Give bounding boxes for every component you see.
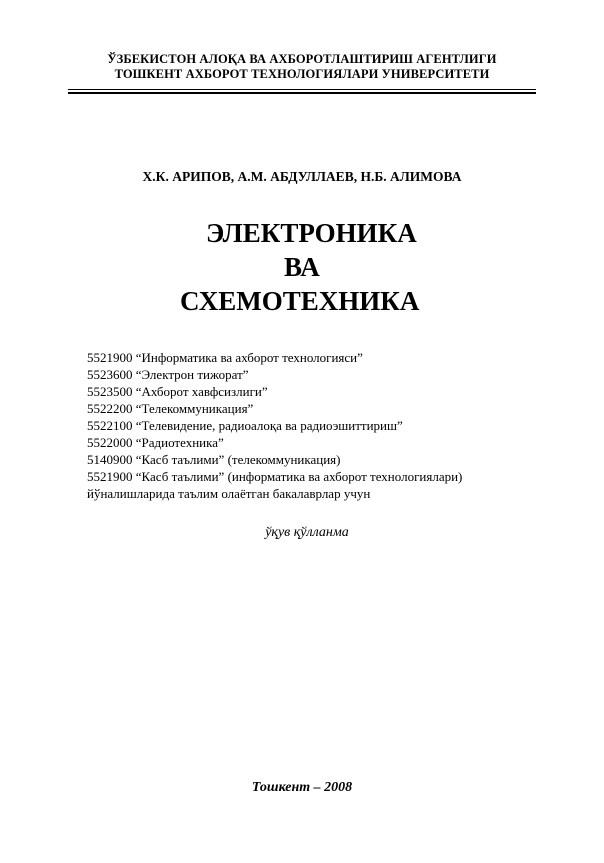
place-year: Тошкент – 2008 — [251, 780, 353, 795]
university-name: ТОШКЕНТ АХБОРОТ ТЕХНОЛОГИЯЛАРИ УНИВЕРСИТЕТИ — [114, 67, 490, 81]
institution-header — [0, 52, 604, 82]
agency-name: ЎЗБЕКИСТОН АЛОҚА ВА АХБОРОТЛАШТИРИШ АГЕНТЛИГИ — [107, 52, 497, 66]
program-item: 5523500 “Ахборот хавфсизлиги” — [87, 384, 268, 399]
authors: Х.К. АРИПОВ, А.М. АБДУЛЛАЕВ, Н.Б. АЛИМОВА — [142, 169, 462, 184]
header-rule-thick — [68, 92, 536, 94]
title-circuitry: СХЕМОТЕХНИКА — [180, 286, 420, 316]
program-item: 5140900 “Касб таълими” (телекоммуникация) — [87, 452, 341, 467]
program-item: 5522200 “Телекоммуникация” — [87, 401, 254, 416]
title-and: ВА — [284, 252, 320, 282]
program-item: 5523600 “Электрон тижорат” — [87, 367, 249, 382]
audience-line: йўналишларида таълим олаётган бакалаврлар учун — [87, 486, 371, 501]
program-item: 5521900 “Информатика ва ахборот технологияси” — [87, 350, 363, 365]
program-list — [87, 349, 462, 502]
program-item: 5522000 “Радиотехника” — [87, 435, 224, 450]
title-electronics: ЭЛЕКТРОНИКА — [206, 218, 417, 248]
program-item: 5521900 “Касб таълими” (информатика ва ахборот технологиялари) — [87, 469, 463, 484]
program-item: 5522100 “Телевидение, радиоалоқа ва радиоэшиттириш” — [87, 418, 403, 433]
document-type: ўқув қўлланма — [265, 525, 349, 540]
header-rule-thin — [68, 89, 536, 90]
